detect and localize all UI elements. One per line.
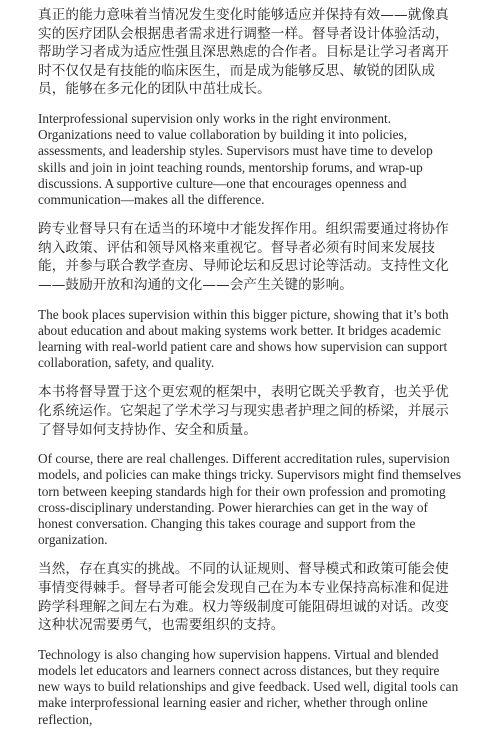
- document-page: [38, 6, 462, 740]
- paragraph-en-challenges: Of course, there are real challenges. Different accreditation rules, supervision models, and policies can make things tricky. Supervisors might find themselves torn between keeping standards high for their own profession and promoting cross-disciplinary understanding. Power hierarchies can get in the way of honest conversation. Changing this takes courage and support from the organization.: [38, 451, 462, 548]
- paragraph-zh-environment: 跨专业督导只有在适当的环境中才能发挥作用。组织需要通过将协作纳入政策、评估和领导风格来重视它。督导者必须有时间来发展技能，并参与联合教学查房、导师论坛和反思讨论等活动。支持性文化——鼓励开放和沟通的文化——会产生关键的影响。: [38, 221, 449, 293]
- paragraph-en-environment: Interprofessional supervision only works in the right environment. Organizations need to value collaboration by building it into policies, assessments, and leadership styles. Supervisors must have time to develop skills and join in joint teaching rounds, mentorship forums, and wrap-up discussions. A supportive culture—one that encourages openness and communication—makes all the difference.: [38, 110, 433, 207]
- paragraph-en-bigger-picture: The book places supervision within this bigger picture, showing that it’s both about education and about making systems work better. It bridges academic learning with real-world patient care and shows how supervision can support collaboration, safety, and quality.: [38, 306, 449, 371]
- paragraph-zh-adaptability: 真正的能力意味着当情况发生变化时能够适应并保持有效——就像真实的医疗团队会根据患者需求进行调整一样。督导者设计体验活动，帮助学习者成为适应性强且深思熟虑的合作者。目标是让学习者离开时不仅仅是有技能的临床医生，而是成为能够反思、敏锐的团队成员，能够在多元化的团队中茁壮成长。: [38, 7, 449, 98]
- paragraph-zh-bigger-picture: 本书将督导置于这个更宏观的框架中，表明它既关乎教育，也关乎优化系统运作。它架起了学术学习与现实患者护理之间的桥梁，并展示了督导如何支持协作、安全和质量。: [38, 384, 449, 438]
- paragraph-zh-challenges: 当然，存在真实的挑战。不同的认证规则、督导模式和政策可能会使事情变得棘手。督导者可能会发现自己在为本专业保持高标准和促进跨学科理解之间左右为难。权力等级制度可能阻碍坦诚的对话。改变这种状况需要勇气，也需要组织的支持。: [38, 561, 449, 634]
- paragraph-en-technology: Technology is also changing how supervision happens. Virtual and blended models let educators and learners connect across distances, but they require new ways to build relationships and give feedback. Used well, digital tools can make interprofessional learning easier and richer, whether through online reflection,: [38, 646, 459, 727]
